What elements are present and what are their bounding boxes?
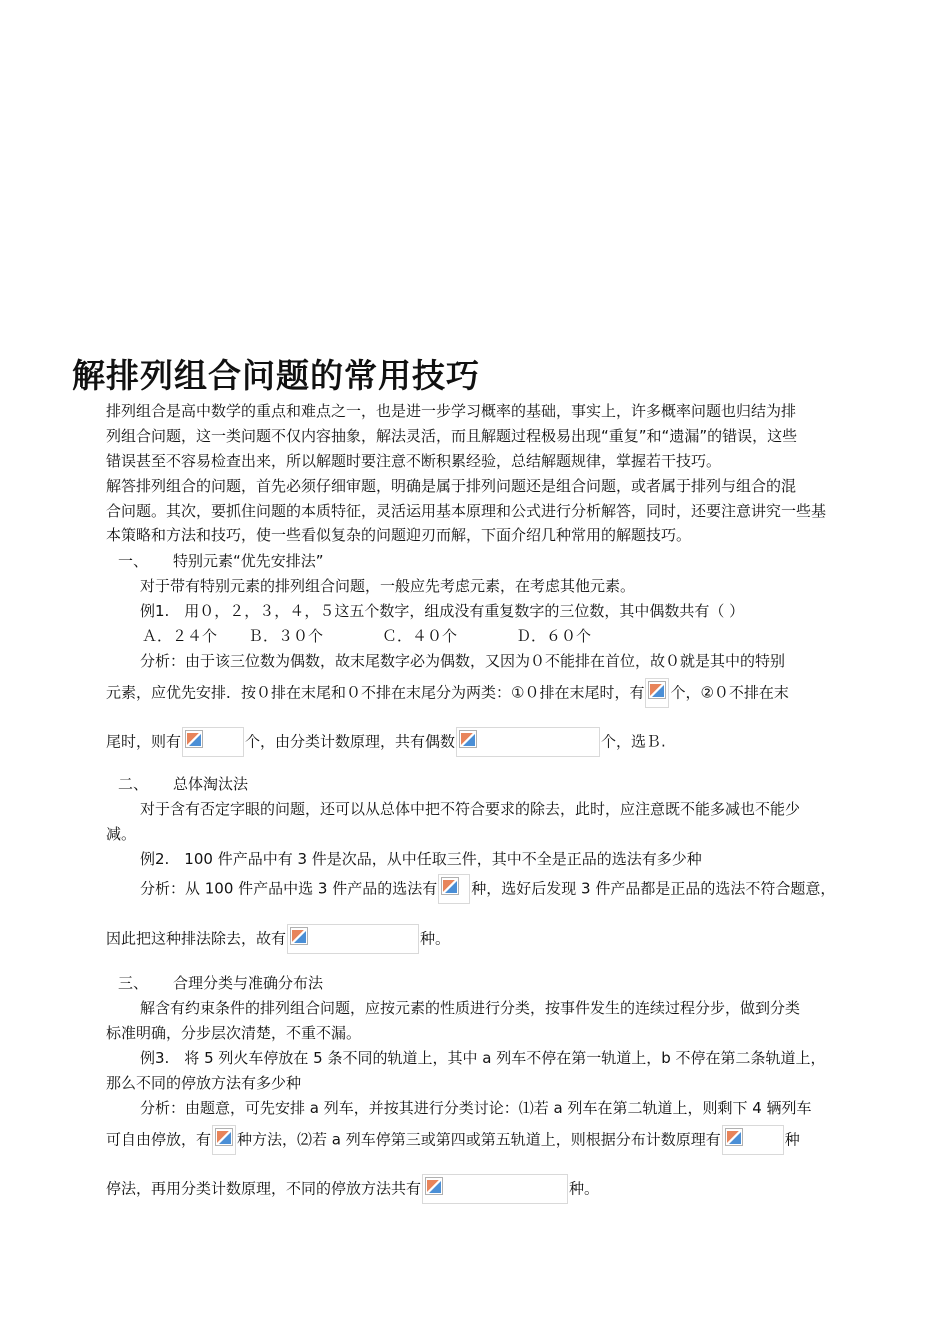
- broken-image-icon: [725, 1128, 743, 1146]
- choice-c: Ｃ．４０个: [382, 627, 458, 645]
- formula-image: [212, 1125, 236, 1155]
- section2-rule-line1: 对于含有否定字眼的问题，还可以从总体中把不符合要求的除去，此时，应注意既不能多减也不能少: [140, 800, 801, 818]
- section1-heading: 特别元素“优先安排法”: [173, 552, 324, 570]
- text-span: 分析：从 100 件产品中选 3 件产品的选法有: [140, 879, 438, 898]
- page-title: 解排列组合问题的常用技巧: [72, 356, 480, 395]
- text-span: 种: [784, 1130, 800, 1149]
- intro-p1-line1: 排列组合是高中数学的重点和难点之一，也是进一步学习概率的基础，事实上，许多概率问题也归结为排: [106, 402, 797, 420]
- example3-analysis-line1: 分析：由题意，可先安排 a 列车，并按其进行分类讨论：⑴若 a 列车在第二轨道上，则剩下 4 辆列车: [140, 1099, 812, 1117]
- example1-question: 例1. 用０，２，３，４，５这五个数字，组成没有重复数字的三位数，其中偶数共有（ ）: [140, 602, 745, 620]
- broken-image-icon: [441, 877, 459, 895]
- section3-heading: 合理分类与准确分布法: [173, 974, 324, 992]
- formula-image: [422, 1174, 568, 1204]
- example1-analysis-line1: 分析：由于该三位数为偶数，故末尾数字必为偶数，又因为０不能排在首位，故０就是其中的特别: [140, 652, 786, 670]
- section3-number: 三、: [118, 974, 149, 992]
- intro-p2-line2: 合问题。其次，要抓住问题的本质特征，灵活运用基本原理和公式进行分析解答，同时，还要注意讲究一些基: [106, 502, 827, 520]
- section1-number: 一、: [118, 552, 149, 570]
- section3-rule-line2: 标准明确，分步层次清楚，不重不漏。: [106, 1024, 362, 1042]
- intro-p2-line3: 本策略和方法和技巧，使一些看似复杂的问题迎刃而解，下面介绍几种常用的解题技巧。: [106, 526, 692, 544]
- formula-image: [182, 727, 244, 757]
- text-span: 个，由分类计数原理，共有偶数: [245, 732, 456, 751]
- choice-a: Ａ．２４个: [142, 627, 218, 645]
- text-span: 种。: [569, 1179, 600, 1198]
- text-span: 因此把这种排法除去，故有: [106, 929, 287, 948]
- text-span: 元素，应优先安排．按０排在末尾和０不排在末尾分为两类：①０排在末尾时，有: [106, 683, 645, 702]
- section2-heading: 总体淘汰法: [173, 775, 249, 793]
- section2-number: 二、: [118, 775, 149, 793]
- choice-d: Ｄ．６０个: [516, 627, 592, 645]
- section1-rule: 对于带有特别元素的排列组合问题，一般应先考虑元素，在考虑其他元素。: [140, 577, 636, 595]
- example1-analysis-line3: [106, 727, 666, 757]
- formula-image: [456, 727, 600, 757]
- text-span: 个，选Ｂ.: [601, 732, 666, 751]
- text-span: 个，②０不排在末: [670, 683, 789, 702]
- example2-analysis-line2: [106, 924, 450, 954]
- intro-p1-line3: 错误甚至不容易检查出来，所以解题时要注意不断积累经验，总结解题规律，掌握若干技巧。: [106, 452, 722, 470]
- formula-image: [438, 874, 470, 904]
- text-span: 尾时，则有: [106, 732, 182, 751]
- formula-image: [645, 678, 669, 708]
- formula-image: [722, 1125, 784, 1155]
- text-span: 种。: [420, 929, 451, 948]
- text-span: 停法，再用分类计数原理，不同的停放方法共有: [106, 1179, 422, 1198]
- section2-rule-line2: 减。: [106, 825, 137, 843]
- intro-p1-line2: 列组合问题，这一类问题不仅内容抽象，解法灵活，而且解题过程极易出现“重复”和“遗漏”的错误，这些: [106, 427, 798, 445]
- broken-image-icon: [290, 927, 308, 945]
- example3-question-line2: 那么不同的停放方法有多少种: [106, 1074, 302, 1092]
- choice-b: Ｂ．３０个: [248, 627, 324, 645]
- example2-analysis-line1: [140, 874, 835, 904]
- example2-question: 例2. 100 件产品中有 3 件是次品，从中任取三件，其中不全是正品的选法有多少种: [140, 850, 702, 868]
- text-span: 种方法，⑵若 a 列车停第三或第四或第五轨道上，则根据分布计数原理有: [237, 1130, 721, 1149]
- broken-image-icon: [185, 730, 203, 748]
- broken-image-icon: [215, 1128, 233, 1146]
- intro-p2-line1: 解答排列组合的问题，首先必须仔细审题，明确是属于排列问题还是组合问题，或者属于排列与组合的混: [106, 477, 797, 495]
- example3-analysis-line2: [106, 1125, 800, 1155]
- example3-question-line1: 例3. 将 5 列火车停放在 5 条不同的轨道上，其中 a 列车不停在第一轨道上，b 不停在第二条轨道上，: [140, 1049, 826, 1067]
- example3-analysis-line3: [106, 1174, 599, 1204]
- text-span: 种，选好后发现 3 件产品都是正品的选法不符合题意，: [471, 879, 836, 898]
- text-span: 可自由停放，有: [106, 1130, 212, 1149]
- formula-image: [287, 924, 419, 954]
- broken-image-icon: [648, 681, 666, 699]
- section3-rule-line1: 解含有约束条件的排列组合问题，应按元素的性质进行分类，按事件发生的连续过程分步，做到分类: [140, 999, 801, 1017]
- example1-analysis-line2: [106, 678, 789, 708]
- broken-image-icon: [425, 1177, 443, 1195]
- broken-image-icon: [459, 730, 477, 748]
